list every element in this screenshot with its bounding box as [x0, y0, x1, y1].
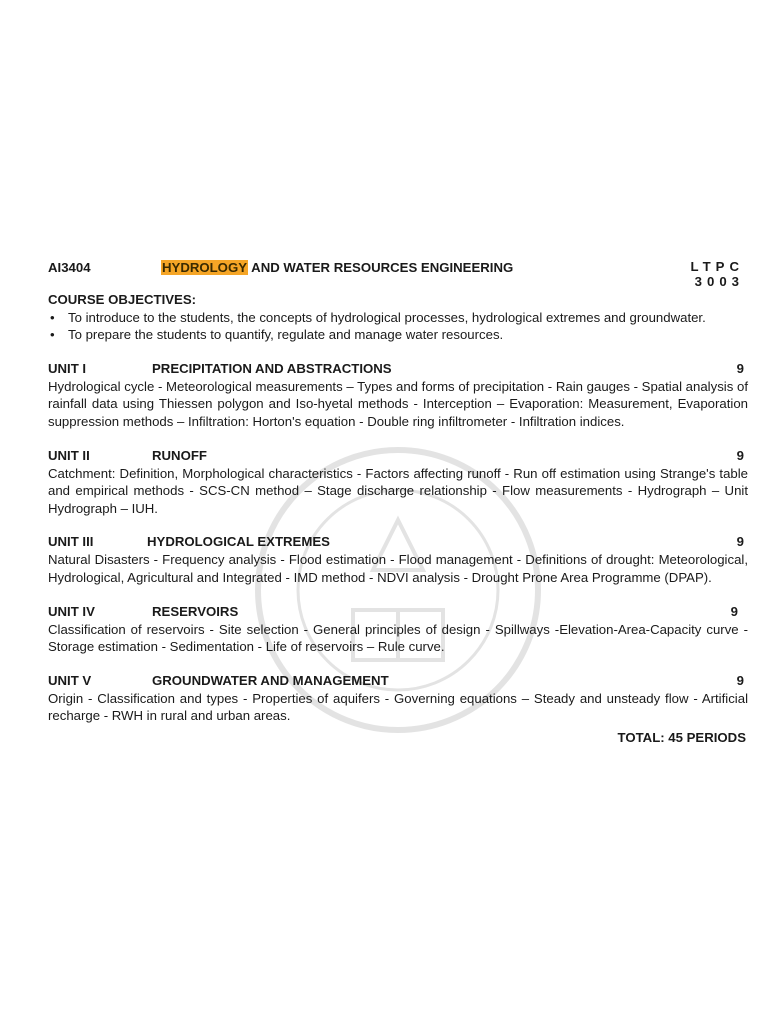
- unit-header: [48, 360, 748, 378]
- unit-hours: 9: [730, 603, 738, 619]
- course-title-rest: AND WATER RESOURCES ENGINEERING: [248, 260, 514, 275]
- unit-content: Origin - Classification and types - Properties of aquifers - Governing equations – Steady and unsteady flow - Artificial recharge - RWH in rural and urban areas.: [48, 690, 748, 724]
- unit-content: Catchment: Definition, Morphological characteristics - Factors affecting runoff - Run off estimation using Strange's table and empirical methods - SCS-CN method – Stage discharge relationship - Flow measurements - Hydrograph – Unit Hydrograph – IUH.: [48, 465, 748, 516]
- syllabus-page: [48, 259, 748, 747]
- unit-number: UNIT II: [48, 447, 90, 463]
- bullet-icon: •: [50, 327, 55, 343]
- objective-item: • To prepare the students to quantify, regulate and manage water resources.: [50, 327, 504, 343]
- unit-number: UNIT V: [48, 672, 92, 688]
- ltpc-block: [691, 259, 744, 289]
- unit-section: [48, 533, 748, 586]
- course-title: [161, 259, 513, 277]
- unit-hours: 9: [736, 447, 744, 463]
- ltpc-values: 3003: [694, 274, 744, 289]
- unit-hours: 9: [736, 672, 744, 688]
- bullet-icon: •: [50, 309, 55, 325]
- unit-header: [48, 603, 748, 621]
- unit-content: Natural Disasters - Frequency analysis - Flood estimation - Flood management - Definitions of drought: Meteorological, Hydrological, Agricultural and Integrated - IMD method - NDVI analysis - Drought Prone Area Programme (DPAP).: [48, 552, 748, 585]
- unit-section: [48, 603, 748, 656]
- unit-section: [48, 447, 748, 518]
- objectives-heading: COURSE OBJECTIVES:: [48, 292, 197, 307]
- unit-number: UNIT I: [48, 360, 87, 376]
- course-title-highlight: HYDROLOGY: [162, 260, 247, 275]
- unit-content: Classification of reservoirs - Site selection - General principles of design - Spillways -Elevation-Area-Capacity curve - Storage estimation - Sedimentation - Life of reservoirs – Rule curve.: [48, 621, 748, 655]
- unit-header: [48, 533, 748, 551]
- unit-number: UNIT III: [48, 534, 94, 550]
- unit-title: GROUNDWATER AND MANAGEMENT: [152, 672, 389, 688]
- total-periods: TOTAL: 45 PERIODS: [617, 729, 746, 745]
- unit-header: [48, 672, 748, 690]
- unit-header: [48, 447, 748, 465]
- unit-title: HYDROLOGICAL EXTREMES: [147, 534, 330, 550]
- unit-number: UNIT IV: [48, 603, 95, 619]
- unit-title: RESERVOIRS: [152, 603, 239, 619]
- course-header: [48, 259, 748, 291]
- objective-item: • To introduce to the students, the concepts of hydrological processes, hydrological extremes and groundwater.: [50, 309, 706, 325]
- unit-section: [48, 672, 748, 725]
- unit-hours: 9: [736, 534, 744, 550]
- unit-title: PRECIPITATION AND ABSTRACTIONS: [152, 360, 392, 376]
- unit-content: Hydrological cycle - Meteorological measurements – Types and forms of precipitation - Rain gauges - Spatial analysis of rainfall data using Thiessen polygon and Iso-hyetal methods - Interception – Evaporation: Measurement, Evaporation suppression methods – Infiltration: Horton's equation - Double ring infiltrometer - Infiltration indices.: [48, 378, 748, 429]
- unit-section: [48, 360, 748, 431]
- unit-title: RUNOFF: [152, 447, 207, 463]
- ltpc-labels: LTPC: [690, 259, 744, 274]
- objectives-list: [48, 309, 748, 344]
- unit-hours: 9: [736, 360, 744, 376]
- course-code: AI3404: [48, 260, 91, 275]
